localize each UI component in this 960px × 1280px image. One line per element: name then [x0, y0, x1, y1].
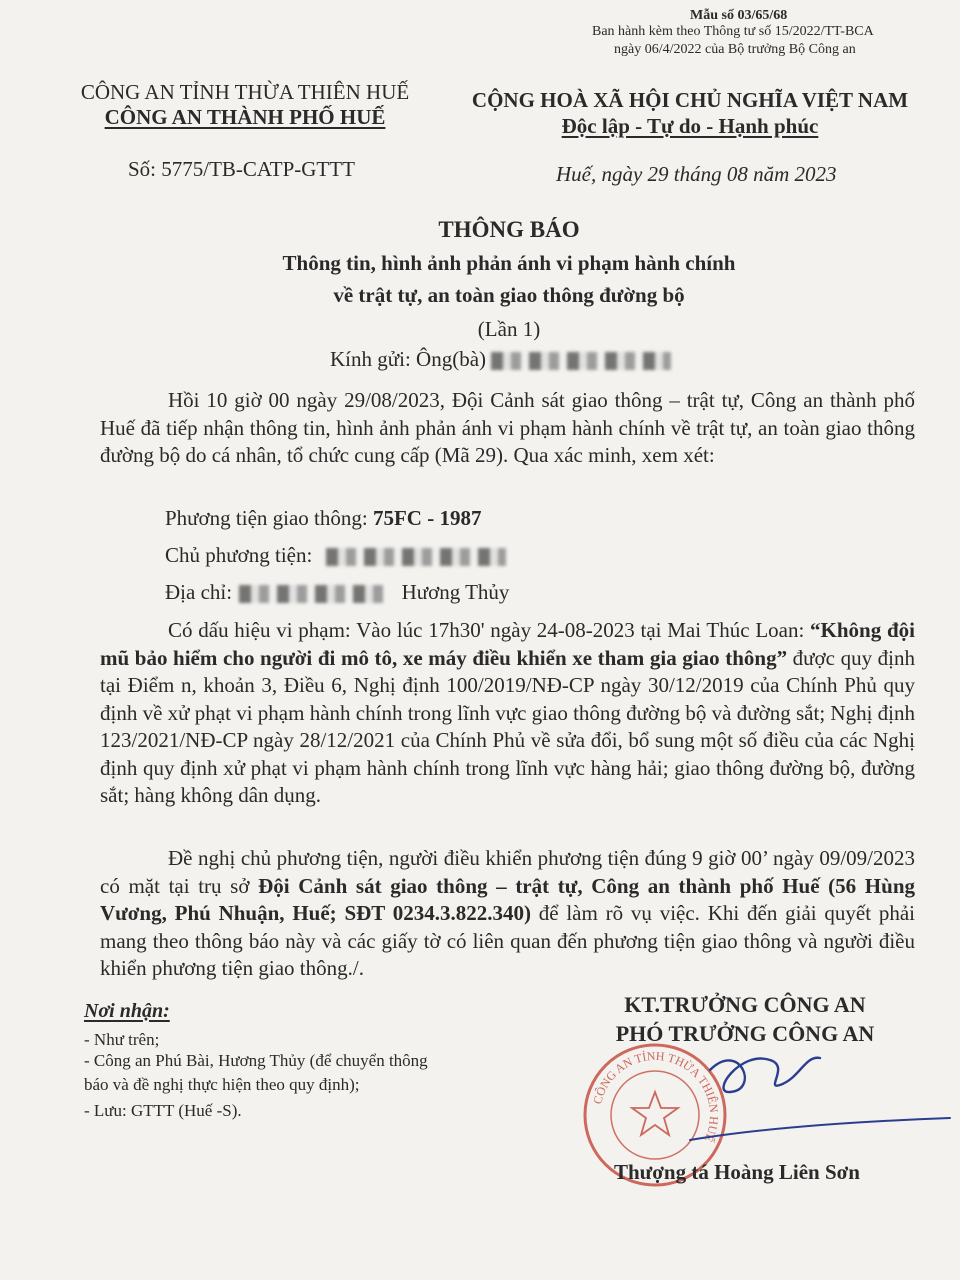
form-number: Mẫu số 03/65/68	[690, 8, 788, 23]
seal-text: CÔNG AN TỈNH THỪA THIÊN HUẾ	[590, 1048, 722, 1145]
vehicle-plate: 75FC - 1987	[372, 506, 482, 530]
signatory-title-1: KT.TRƯỞNG CÔNG AN	[624, 992, 866, 1017]
recipient-item: - Lưu: GTTT (Huế -S).	[84, 1101, 242, 1120]
vehicle-label: Phương tiện giao thông:	[165, 506, 373, 530]
form-ref-line1: Ban hành kèm theo Thông tư số 15/2022/TT-BCA	[592, 24, 874, 39]
request-place: Đội Cảnh sát giao thông – trật tự, Công an thành phố Huế (56 Hùng Vương, Phú Nhuận, Huế; SĐT 0234.3.822.340)	[100, 873, 916, 925]
address-suffix: Hương Thủy	[401, 580, 510, 604]
signatory-name: Thượng tá Hoàng Liên Sơn	[614, 1160, 860, 1184]
owner-label: Chủ phương tiện:	[165, 543, 313, 567]
document-subtitle-2: về trật tự, an toàn giao thông đường bộ	[333, 283, 685, 307]
violation-legal-basis: được quy định tại Điểm n, khoản 3, Điều 6, Nghị định 100/2019/NĐ-CP ngày 30/12/2019 của Chính Phủ quy định về xử phạt vi phạm hành chính trong lĩnh vực giao thông đường bộ và đường sắt; Nghị định 123/2021/NĐ-CP ngày 28/12/2021 của Chính Phủ về sửa đổi, bổ sung một số điều của các Nghị định quy định xử phạt vi phạm hành chính trong lĩnh vực hàng hải; giao thông đường bộ, đường sắt; hàng không dân dụng.	[100, 645, 915, 807]
request-rest: để làm rõ vụ việc. Khi đến giải quyết phải mang theo thông báo này và các giấy tờ có liên quan đến phương tiện giao thông và người điều khiển phương tiện giao thông./.	[100, 901, 915, 980]
intro-paragraph	[100, 387, 915, 470]
national-motto: Độc lập - Tự do - Hạnh phúc	[561, 114, 819, 138]
request-lead: Đề nghị chủ phương tiện, người điều khiển phương tiện đúng 9 giờ 00’ ngày 09/09/2023 có mặt tại trụ sở	[100, 846, 915, 898]
form-ref-line2: ngày 06/4/2022 của Bộ trưởng Bộ Công an	[614, 42, 856, 57]
recipient-item: báo và đề nghị thực hiện theo quy định);	[84, 1075, 360, 1094]
national-title: CỘNG HOÀ XÃ HỘI CHỦ NGHĨA VIỆT NAM	[471, 88, 909, 112]
redacted-owner	[326, 548, 506, 566]
agency-parent: CÔNG AN TỈNH THỪA THIÊN HUẾ	[80, 80, 410, 104]
recipients-heading: Nơi nhận:	[84, 1000, 170, 1022]
document-subtitle-1: Thông tin, hình ảnh phản ánh vi phạm hành chính	[282, 251, 736, 275]
recipient-item: - Công an Phú Bài, Hương Thủy (để chuyển thông	[84, 1051, 428, 1070]
redacted-address	[239, 585, 384, 603]
handwritten-signature	[670, 1030, 960, 1170]
vehicle-line	[165, 506, 481, 531]
signatory-title-2: PHÓ TRƯỞNG CÔNG AN	[615, 1021, 875, 1046]
document-title: THÔNG BÁO	[438, 217, 580, 242]
agency-name: CÔNG AN THÀNH PHỐ HUẾ	[104, 105, 386, 129]
recipient-item: - Như trên;	[84, 1030, 160, 1049]
request-paragraph	[100, 845, 915, 983]
address-label: Địa chỉ:	[165, 580, 233, 604]
violation-offense: “Không đội mũ bảo hiểm cho người đi mô tô, xe máy điều khiển xe tham gia giao thông”	[100, 618, 915, 670]
violation-lead: Có dấu hiệu vi phạm: Vào lúc 17h30' ngày 24-08-2023 tại Mai Thúc Loan:	[168, 618, 811, 642]
redacted-name	[491, 352, 671, 370]
document-number: Số: 5775/TB-CATP-GTTT	[128, 157, 355, 181]
notice-round: (Lần 1)	[477, 317, 541, 341]
intro-text: Hồi 10 giờ 00 ngày 29/08/2023, Đội Cảnh sát giao thông – trật tự, Công an thành phố Huế đã tiếp nhận thông tin, hình ảnh phản ánh vi phạm hành chính về trật tự, an toàn giao thông đường bộ do cá nhân, tổ chức cung cấp (Mã 29). Qua xác minh, xem xét:	[100, 388, 915, 467]
issue-date: Huế, ngày 29 tháng 08 năm 2023	[556, 162, 837, 186]
violation-paragraph	[100, 617, 915, 810]
recipient-label: Kính gửi: Ông(bà)	[330, 347, 487, 371]
recipient-line	[330, 347, 671, 372]
address-line	[165, 580, 509, 605]
owner-line	[165, 543, 506, 568]
